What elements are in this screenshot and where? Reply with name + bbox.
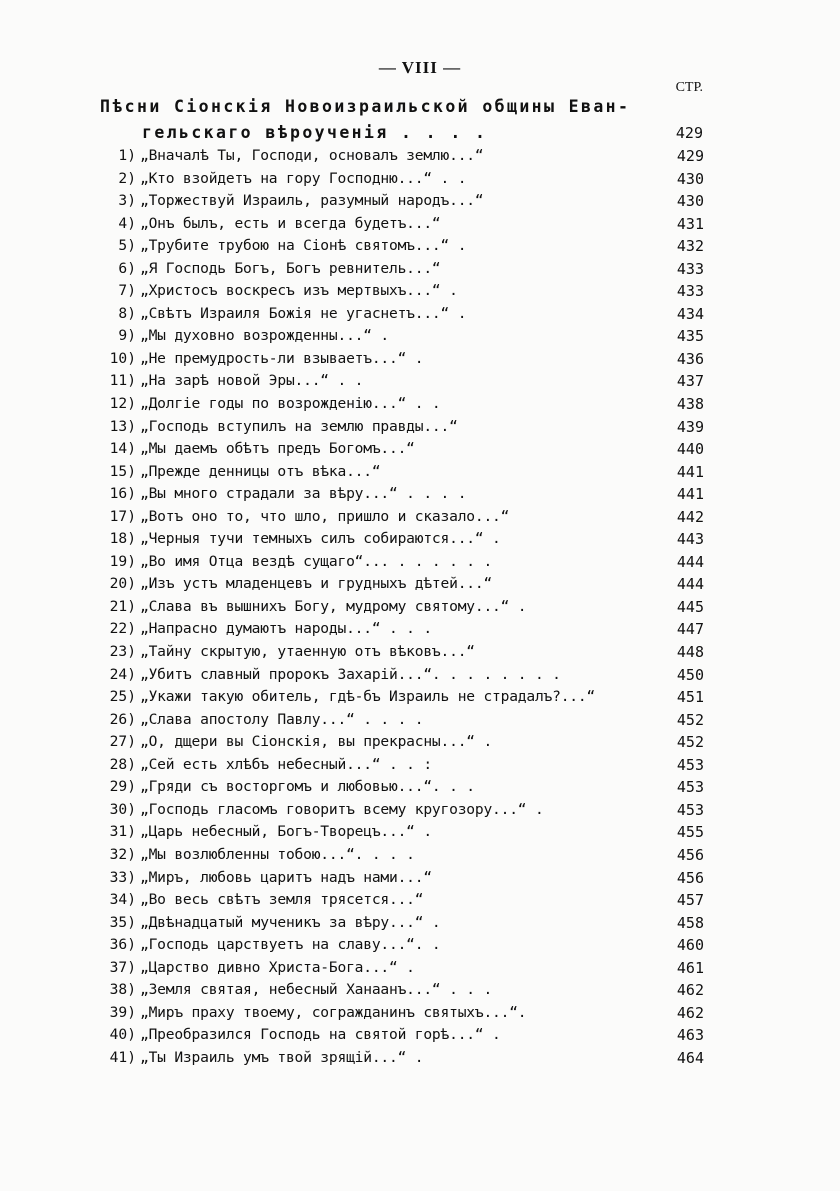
entry-title: „Убитъ славный пророкъ Захарій...“. . . . . . . . — [140, 665, 561, 683]
entry-number: 27) — [109, 733, 136, 751]
entry-number: 9) — [118, 327, 136, 345]
entry-title: „Преобразился Господь на святой горѣ...“ . — [140, 1026, 501, 1044]
entry-number: 29) — [109, 778, 136, 796]
entry-number: 20) — [109, 575, 136, 593]
entry-page-number: 441 — [676, 485, 704, 504]
entry-title: „О, дщери вы Сіонскія, вы прекрасны...“ . — [140, 733, 493, 751]
contents-entry — [96, 709, 706, 732]
entry-number: 24) — [109, 665, 136, 683]
entry-page-number: 448 — [676, 643, 704, 662]
contents-entry — [96, 912, 706, 935]
contents-entry — [96, 416, 706, 439]
entry-title: „Гряди съ восторгомъ и любовью...“. . . — [140, 778, 475, 796]
entry-page-number: 452 — [676, 710, 704, 729]
contents-entry — [96, 551, 706, 574]
entry-page-number: 447 — [676, 620, 704, 639]
entry-page-number: 430 — [676, 169, 704, 188]
entry-number: 6) — [118, 259, 136, 277]
contents-entry — [96, 1024, 706, 1047]
entry-title: „Не премудрость-ли взываетъ...“ . — [140, 349, 424, 367]
entry-page-number: 457 — [676, 891, 704, 910]
contents-entry — [96, 280, 706, 303]
entry-page-number: 464 — [676, 1048, 704, 1067]
entry-page-number: 458 — [676, 913, 704, 932]
entry-page-number: 463 — [676, 1026, 704, 1045]
entry-title: „Укажи такую обитель, гдѣ-бъ Израиль не страдалъ?...“ — [140, 688, 596, 706]
entry-title: „Мы даемъ обѣтъ предъ Богомъ...“ — [140, 440, 415, 458]
contents-entry — [96, 325, 706, 348]
entry-page-number: 445 — [676, 597, 704, 616]
entry-number: 1) — [118, 147, 136, 164]
entry-number: 21) — [109, 597, 136, 615]
entry-title: „Во весь свѣтъ земля трясется...“ — [140, 891, 424, 909]
entry-number: 10) — [109, 349, 136, 367]
contents-entry — [96, 235, 706, 258]
entry-page-number: 439 — [676, 417, 704, 436]
entry-page-number: 461 — [676, 958, 704, 977]
entry-title: „Мы духовно возрожденны...“ . — [140, 327, 389, 345]
entry-page-number: 444 — [676, 575, 704, 594]
entry-page-number: 438 — [676, 395, 704, 414]
contents-entry — [96, 754, 706, 777]
contents-entry — [96, 168, 706, 191]
entry-page-number: 452 — [676, 733, 704, 752]
entry-title: „Миръ праху твоему, согражданинъ святыхъ...“. — [140, 1003, 527, 1021]
entry-page-number: 433 — [676, 282, 704, 301]
entry-number: 31) — [109, 823, 136, 841]
entry-number: 18) — [109, 530, 136, 548]
entry-number: 2) — [118, 169, 136, 187]
contents-entry — [96, 528, 706, 551]
entry-page-number: 462 — [676, 1003, 704, 1022]
entry-number: 17) — [109, 507, 136, 525]
entry-page-number: 433 — [676, 259, 704, 278]
entry-number: 7) — [118, 282, 136, 300]
contents-entry — [96, 889, 706, 912]
entry-page-number: 455 — [676, 823, 704, 842]
contents-entry — [96, 213, 706, 236]
contents-entry — [96, 1002, 706, 1025]
entry-page-number: 442 — [676, 507, 704, 526]
entry-page-number: 429 — [676, 147, 704, 165]
entry-title: „Господь царствуетъ на славу...“. . — [140, 936, 441, 954]
entry-title: „Царь небесный, Богъ-Творецъ...“ . — [140, 823, 432, 841]
entry-number: 5) — [118, 237, 136, 255]
contents-entry — [96, 731, 706, 754]
contents-entry — [96, 438, 706, 461]
entry-title: „Свѣтъ Израиля Божія не угаснетъ...“ . — [140, 304, 467, 322]
entry-title: „Я Господь Богъ, Богъ ревнитель...“ — [140, 259, 441, 277]
entry-number: 12) — [109, 395, 136, 413]
entry-page-number: 435 — [676, 327, 704, 346]
contents-entry — [96, 303, 706, 326]
entry-title: „Прежде денницы отъ вѣка...“ — [140, 462, 381, 480]
entry-title: „Христосъ воскресъ изъ мертвыхъ...“ . — [140, 282, 458, 300]
contents-entry — [96, 934, 706, 957]
entry-page-number: 444 — [676, 552, 704, 571]
entry-title: „Изъ устъ младенцевъ и грудныхъ дѣтей...“ — [140, 575, 493, 593]
entry-title: „Долгіе годы по возрожденію...“ . . — [140, 395, 441, 413]
entry-page-number: 443 — [676, 530, 704, 549]
section-title-line-2: гельскаго вѣроученія . . . . — [142, 123, 488, 142]
contents-entry — [96, 821, 706, 844]
entry-title: „Трубите трубою на Сіонѣ святомъ...“ . — [140, 237, 467, 255]
entry-page-number: 434 — [676, 304, 704, 323]
entry-number: 14) — [109, 440, 136, 458]
entry-title: „Царство дивно Христа-Бога...“ . — [140, 958, 415, 976]
entry-title: „Онъ былъ, есть и всегда будетъ...“ — [140, 214, 441, 232]
contents-entry — [96, 596, 706, 619]
entry-page-number: 431 — [676, 214, 704, 233]
contents-entry — [96, 393, 706, 416]
entry-number: 23) — [109, 643, 136, 661]
entry-page-number: 456 — [676, 868, 704, 887]
entry-number: 28) — [109, 755, 136, 773]
entry-number: 16) — [109, 485, 136, 503]
entry-title: „Черныя тучи темныхъ силъ собираются...“ . — [140, 530, 501, 548]
page-column-header: СТР. — [675, 80, 703, 95]
entry-page-number: 453 — [676, 800, 704, 819]
entry-page-number: 460 — [676, 936, 704, 955]
entry-title: „Вначалѣ Ты, Господи, основалъ землю...“ — [140, 147, 484, 164]
entry-page-number: 441 — [676, 462, 704, 481]
contents-entry — [96, 1047, 706, 1070]
entry-number: 4) — [118, 214, 136, 232]
entry-number: 33) — [109, 868, 136, 886]
entry-title: „Мы возлюбленны тобою...“. . . . — [140, 845, 415, 863]
entry-number: 26) — [109, 710, 136, 728]
entry-number: 34) — [109, 891, 136, 909]
entry-number: 8) — [118, 304, 136, 322]
entry-number: 36) — [109, 936, 136, 954]
entry-number: 19) — [109, 552, 136, 570]
contents-entry — [96, 957, 706, 980]
entry-number: 37) — [109, 958, 136, 976]
entry-title: „Ты Израиль умъ твой зрящій...“ . — [140, 1048, 424, 1066]
entry-title: „Торжествуй Израиль, разумный народъ...“ — [140, 192, 484, 210]
contents-entry — [96, 686, 706, 709]
entry-title: „Двѣнадцатый мученикъ за вѣру...“ . — [140, 913, 441, 931]
entry-page-number: 450 — [676, 665, 704, 684]
contents-entry — [96, 348, 706, 371]
entry-title: „Слава апостолу Павлу...“ . . . . — [140, 710, 424, 728]
entry-page-number: 451 — [676, 688, 704, 707]
contents-entry — [96, 844, 706, 867]
page-folio: — VIII — — [378, 58, 462, 77]
contents-entry — [96, 506, 706, 529]
entry-number: 40) — [109, 1026, 136, 1044]
entry-title: „Вотъ оно то, что шло, пришло и сказало...“ — [140, 507, 510, 525]
entry-title: „Земля святая, небесный Ханаанъ...“ . . . — [140, 981, 493, 999]
entry-page-number: 456 — [676, 845, 704, 864]
entry-title: „Миръ, любовь царитъ надъ нами...“ — [140, 868, 432, 886]
entry-number: 39) — [109, 1003, 136, 1021]
contents-entry — [96, 664, 706, 687]
contents-entry — [96, 370, 706, 393]
contents-entry — [96, 799, 706, 822]
entry-number: 13) — [109, 417, 136, 435]
entry-number: 32) — [109, 845, 136, 863]
contents-entry — [96, 461, 706, 484]
entry-number: 25) — [109, 688, 136, 706]
entry-page-number: 453 — [676, 778, 704, 797]
contents-entry — [96, 145, 706, 168]
contents-list — [96, 145, 706, 1069]
entry-title: „Сей есть хлѣбъ небесный...“ . . : — [140, 755, 432, 773]
entry-title: „Господь гласомъ говоритъ всему кругозору...“ . — [140, 800, 544, 818]
entry-title: „Кто взойдетъ на гору Господню...“ . . — [140, 169, 467, 187]
section-title-line-1: Пѣсни Сіонскія Новоизраильской общины Еван- — [100, 97, 631, 116]
contents-entry — [96, 641, 706, 664]
contents-entry — [96, 776, 706, 799]
entry-page-number: 453 — [676, 755, 704, 774]
entry-title: „Слава въ вышнихъ Богу, мудрому святому...“ . — [140, 597, 527, 615]
entry-title: „Во имя Отца вездѣ сущаго“... . . . . . . — [140, 552, 493, 570]
entry-number: 15) — [109, 462, 136, 480]
contents-entry — [96, 867, 706, 890]
entry-title: „На зарѣ новой Эры...“ . . — [140, 372, 364, 390]
contents-entry — [96, 618, 706, 641]
entry-title: „Вы много страдали за вѣру...“ . . . . — [140, 485, 467, 503]
entry-page-number: 430 — [676, 192, 704, 211]
entry-page-number: 432 — [676, 237, 704, 256]
contents-entry — [96, 483, 706, 506]
entry-number: 41) — [109, 1048, 136, 1066]
entry-title: „Напрасно думаютъ народы...“ . . . — [140, 620, 432, 638]
section-page-number: 429 — [675, 124, 703, 142]
entry-page-number: 462 — [676, 981, 704, 1000]
entry-number: 35) — [109, 913, 136, 931]
entry-title: „Тайну скрытую, утаенную отъ вѣковъ...“ — [140, 643, 475, 661]
entry-title: „Господь вступилъ на землю правды...“ — [140, 417, 458, 435]
contents-entry — [96, 190, 706, 213]
entry-number: 30) — [109, 800, 136, 818]
entry-page-number: 437 — [676, 372, 704, 391]
contents-entry — [96, 573, 706, 596]
entry-number: 38) — [109, 981, 136, 999]
entry-number: 11) — [109, 372, 136, 390]
entry-number: 3) — [118, 192, 136, 210]
entry-page-number: 436 — [676, 349, 704, 368]
entry-page-number: 440 — [676, 440, 704, 459]
entry-number: 22) — [109, 620, 136, 638]
contents-entry — [96, 258, 706, 281]
contents-entry — [96, 979, 706, 1002]
